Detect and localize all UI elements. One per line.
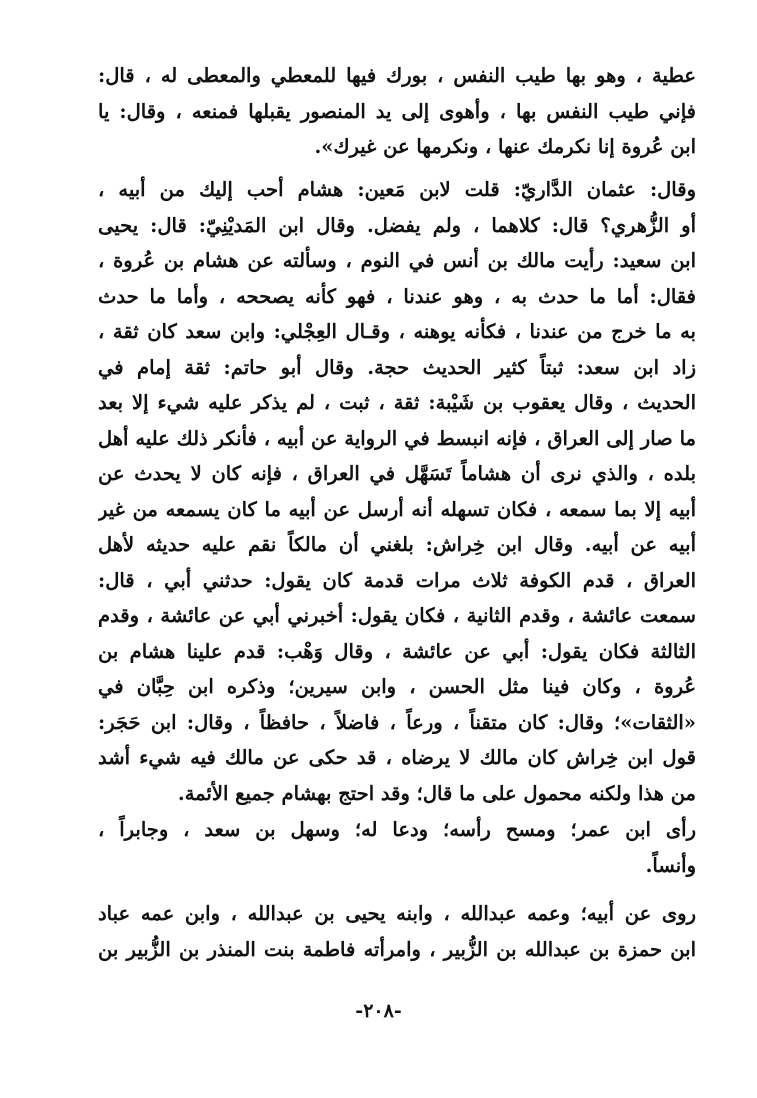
paragraph-3 <box>98 812 696 883</box>
text-line: ما صار إلى العراق ، فإنه انبسط في الرواية عن أبيه ، فأنكر ذلك عليه أهل <box>98 426 696 450</box>
paragraph-2 <box>98 172 696 811</box>
text-line: روى عن أبيه؛ وعمه عبدالله ، وابنه يحيى بن عبدالله ، وابن عمه عباد <box>98 902 696 925</box>
text-line: به ما خرج من عندنا ، فكأنه يوهنه ، وقـال العِجْلي: وابن سعد كان ثقة ، <box>98 320 696 343</box>
text-line: ابن سعيد: رأيت مالك بن أنس في النوم ، وسألته عن هشام بن عُروة ، <box>98 249 696 272</box>
text-line: بلده ، والذي نرى أن هشاماً تَسَهَّل في العراق ، فإنه كان لا يحدث عن <box>98 462 696 485</box>
page-number: -٢٠٨- <box>355 1000 402 1022</box>
text-line: وقال: عثمان الدَّاريّ: قلت لابن مَعين: هشام أحب إليك من أبيه ، <box>98 178 696 201</box>
text-line: فقال: أما ما حدث به ، وهو عندنا ، فهو كأنه يصححه ، وأما ما حدث <box>98 284 696 308</box>
text-line: الحديث ، وقال يعقوب بن شَيْبة: ثقة ، ثبت ، لم يذكر عليه شيء إلا بعد <box>98 391 696 414</box>
text-line: الثالثة فكان يقول: أبي عن عائشة ، وقال وَهْب: قدم علينا هشام بن <box>98 639 696 663</box>
text-line: أبيه عن أبيه. وقال ابن خِراش: بلغني أن مالكاً نقم عليه حديثه لأهل <box>98 533 696 556</box>
text-line: «الثقات»؛ وقال: كان متقناً ، ورعاً ، فاضلاً ، حافظاً ، وقال: ابن حَجَر: <box>98 710 696 734</box>
paragraph-4 <box>98 896 696 967</box>
text-line: وأنساً. <box>645 853 696 877</box>
text-line: أو الزُّهري؟ قال: كلاهما ، ولم يفضل. وقال ابن المَديْنِيّ: قال: يحيى <box>98 213 696 237</box>
paragraph-1 <box>98 58 696 165</box>
text-line: أبيه إلا بما سمعه ، فكان تسهله أنه أرسل عن أبيه ما كان يسمعه من غير <box>98 497 696 521</box>
text-line: عُروة ، وكان فينا مثل الحسن ، وابن سيرين؛ وذكره ابن حِبَّان في <box>98 675 696 698</box>
text-line: فإني طيب النفس بها ، وأهوى إلى يد المنصور يقبلها فمنعه ، وقال: يا <box>98 99 696 123</box>
text-line: ابن حمزة بن عبدالله بن الزُّبير ، وامرأته فاطمة بنت المنذر بن الزُّبير بن <box>98 937 696 961</box>
text-line: ابن عُروة إنا نكرمك عنها ، ونكرمها عن غيرك». <box>314 135 696 158</box>
text-line: سمعت عائشة ، وقدم الثانية ، فكان يقول: أخبرني أبي عن عائشة ، وقدم <box>98 604 696 627</box>
text-line: العراق ، قدم الكوفة ثلاث مرات قدمة كان يقول: حدثني أبي ، قال: <box>98 568 696 592</box>
text-line: من هذا ولكنه محمول على ما قال؛ وقد احتج بهشام جميع الأئمة. <box>177 781 696 805</box>
text-line: قول ابن خِراش كان مالك لا يرضاه ، قد حكى عن مالك فيه شيء أشد <box>98 746 696 769</box>
text-line: زاد ابن سعد: ثبتاً كثير الحديث حجة. وقال أبو حاتم: ثقة إمام في <box>98 355 696 379</box>
text-line: عطية ، وهو بها طيب النفس ، بورك فيها للمعطي والمعطى له ، قال: <box>98 64 696 87</box>
text-line: رأى ابن عمر؛ ومسح رأسه؛ ودعا له؛ وسهل بن سعد ، وجابراً ، <box>98 818 696 841</box>
